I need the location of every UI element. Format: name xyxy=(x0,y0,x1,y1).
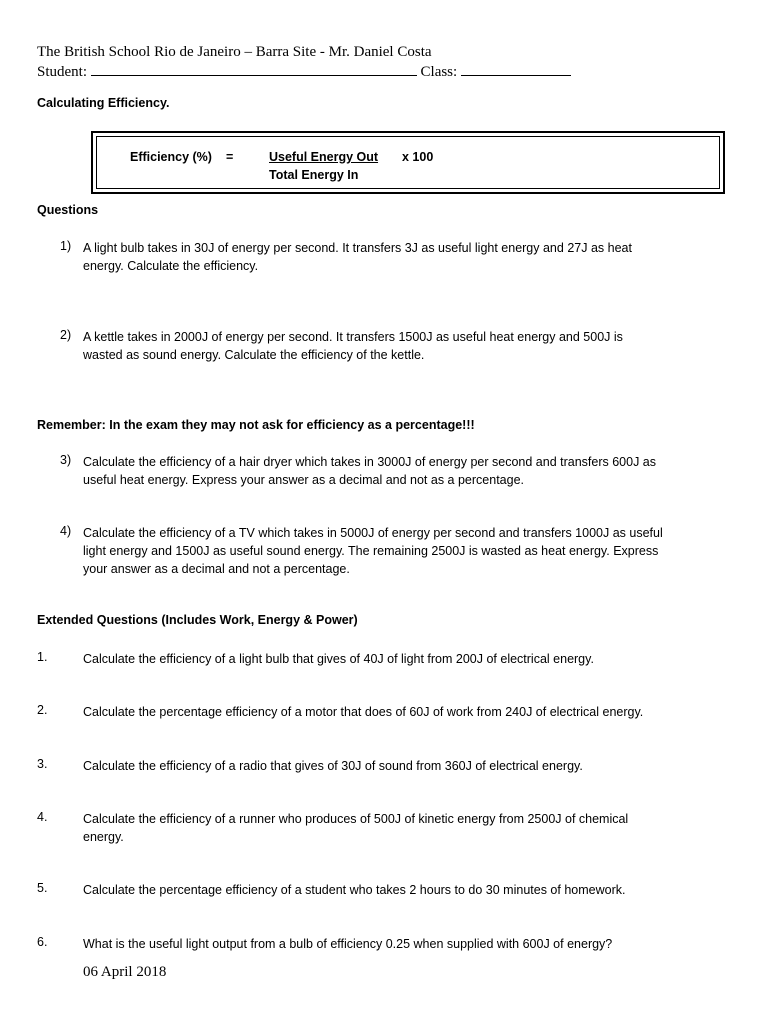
student-label: Student: xyxy=(37,64,88,80)
question-text: A kettle takes in 2000J of energy per second. It transfers 1500J as useful heat energy and 500J is wasted as sound energy. Calculate the efficiency of the kettle. xyxy=(83,330,623,362)
question-text: A light bulb takes in 30J of energy per second. It transfers 3J as useful light energy and 27J as heat energy. Calculate the efficiency. xyxy=(83,241,632,273)
questions-heading: Questions xyxy=(37,203,99,217)
formula-equals: = xyxy=(226,150,234,164)
footer-date: 06 April 2018 xyxy=(83,964,167,980)
formula-denominator: Total Energy In xyxy=(269,168,359,182)
extended-number: 1. xyxy=(37,650,48,664)
formula-numerator: Useful Energy Out xyxy=(269,150,379,164)
extended-number: 2. xyxy=(37,703,48,717)
extended-text: Calculate the percentage efficiency of a motor that does of 60J of work from 240J of electrical energy. xyxy=(83,705,644,719)
question-text: Calculate the efficiency of a TV which takes in 5000J of energy per second and transfers 1000J as useful light energy and 1500J as useful sound energy. The remaining 2500J is wasted as heat energy. Express your answer as a decimal and not a percentage. xyxy=(83,526,663,576)
class-blank[interactable] xyxy=(461,61,571,76)
extended-text: Calculate the efficiency of a radio that gives of 30J of sound from 360J of electrical energy. xyxy=(83,759,583,773)
extended-number: 6. xyxy=(37,935,48,949)
extended-number: 3. xyxy=(37,757,48,771)
extended-text: Calculate the efficiency of a light bulb that gives of 40J of light from 200J of electrical energy. xyxy=(83,652,594,666)
extended-text: What is the useful light output from a bulb of efficiency 0.25 when supplied with 600J of energy? xyxy=(83,937,613,951)
student-name-blank[interactable] xyxy=(91,61,417,76)
question-text: Calculate the efficiency of a hair dryer which takes in 3000J of energy per second and transfers 600J as useful heat energy. Express your answer as a decimal and not as a percentage. xyxy=(83,455,657,487)
question-number: 4) xyxy=(60,524,72,538)
question-number: 1) xyxy=(60,239,72,253)
question-number: 3) xyxy=(60,453,72,467)
student-class-line xyxy=(37,61,571,81)
section-title: Calculating Efficiency. xyxy=(37,96,170,110)
question-number: 2) xyxy=(60,328,72,342)
school-header: The British School Rio de Janeiro – Barra Site - Mr. Daniel Costa xyxy=(37,44,432,60)
extended-heading: Extended Questions (Includes Work, Energy & Power) xyxy=(37,613,358,627)
class-label: Class: xyxy=(420,64,458,80)
extended-text: Calculate the percentage efficiency of a student who takes 2 hours to do 30 minutes of homework. xyxy=(83,883,626,897)
extended-number: 4. xyxy=(37,810,48,824)
extended-number: 5. xyxy=(37,881,48,895)
extended-text: Calculate the efficiency of a runner who produces of 500J of kinetic energy from 2500J of chemical energy. xyxy=(83,812,629,844)
formula-lhs: Efficiency (%) xyxy=(130,150,212,164)
formula-multiplier: x 100 xyxy=(402,150,434,164)
remember-note: Remember: In the exam they may not ask for efficiency as a percentage!!! xyxy=(37,418,475,432)
